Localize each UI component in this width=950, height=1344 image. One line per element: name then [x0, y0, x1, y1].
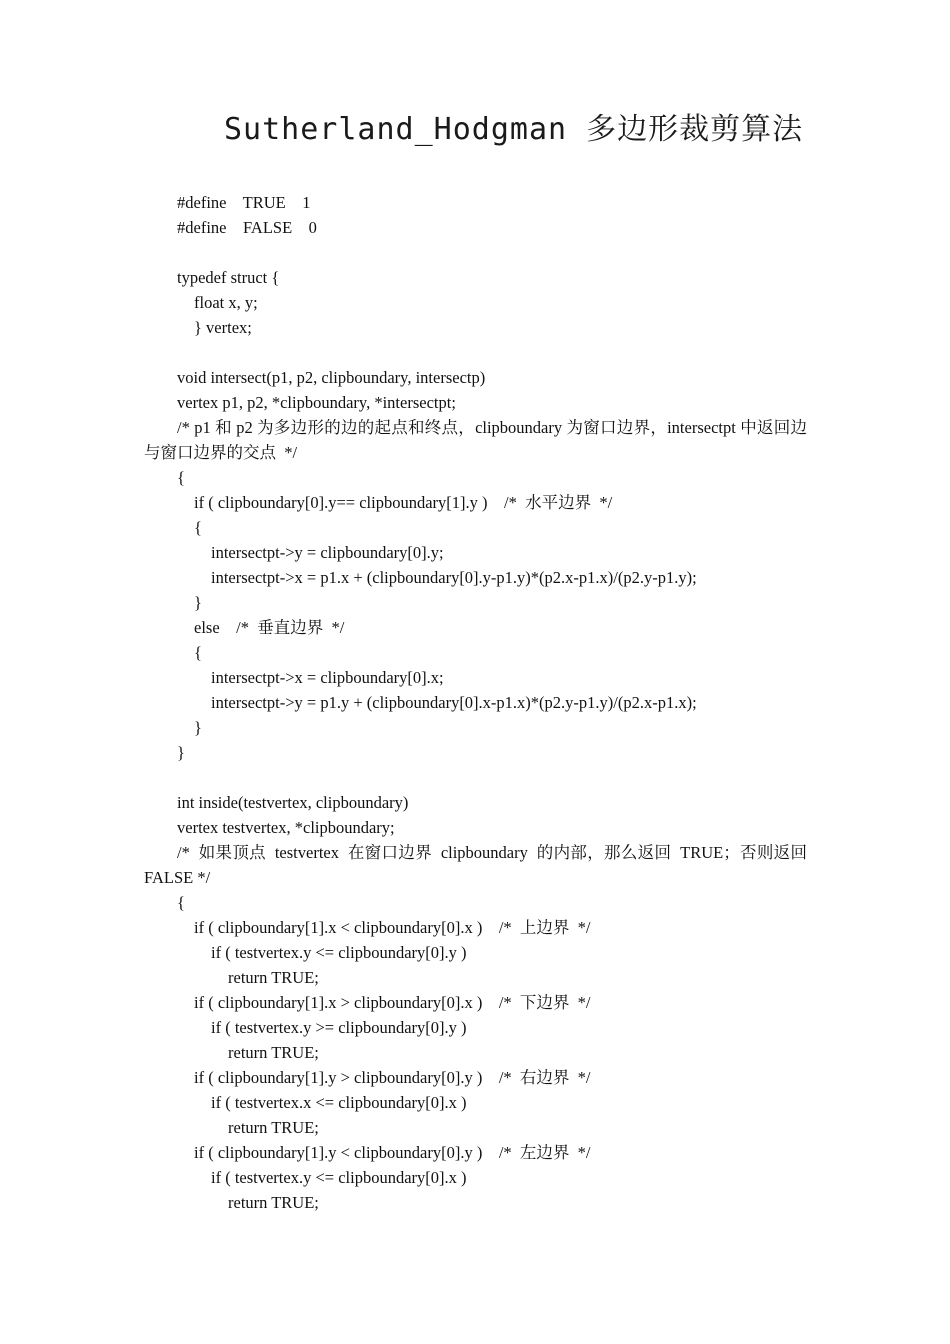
- code-line-struct-fields: float x, y;: [194, 293, 258, 312]
- code-line-return-true: return TRUE;: [228, 1043, 319, 1062]
- code-line-return-true: return TRUE;: [228, 968, 319, 987]
- code-comment-inside-1: /* 如果顶点 testvertex 在窗口边界 clipboundary 的内部，那么返回 TRUE；否则返回: [177, 843, 807, 862]
- code-line-if-top: if ( clipboundary[1].x < clipboundary[0].x ) /* 上边界 */: [194, 918, 591, 937]
- code-comment-intersect-1: /* p1 和 p2 为多边形的边的起点和终点，clipboundary 为窗口边界，intersectpt 中返回边: [177, 418, 807, 437]
- code-line-brace-close: }: [194, 718, 202, 737]
- code-line-if-left: if ( clipboundary[1].y < clipboundary[0].y ) /* 左边界 */: [194, 1143, 591, 1162]
- code-comment-inside-2: FALSE */: [144, 868, 211, 887]
- code-line-test-right: if ( testvertex.x <= clipboundary[0].x ): [211, 1093, 467, 1112]
- code-line-brace-open: {: [177, 893, 185, 912]
- code-line-else-vertical: else /* 垂直边界 */: [194, 618, 345, 637]
- code-line-assign-y: intersectpt->y = clipboundary[0].y;: [211, 543, 444, 562]
- code-line-inside-signature: int inside(testvertex, clipboundary): [177, 793, 409, 812]
- code-line-struct-end: } vertex;: [194, 318, 252, 337]
- code-line-inside-params: vertex testvertex, *clipboundary;: [177, 818, 395, 837]
- code-line-if-horizontal: if ( clipboundary[0].y== clipboundary[1].y ) /* 水平边界 */: [194, 493, 613, 512]
- code-line-return-true: return TRUE;: [228, 1118, 319, 1137]
- code-comment-intersect-2: 与窗口边界的交点 */: [144, 443, 298, 462]
- code-line-if-bottom: if ( clipboundary[1].x > clipboundary[0].x ) /* 下边界 */: [194, 993, 591, 1012]
- code-line-brace-close: }: [177, 743, 185, 762]
- code-line-compute-x: intersectpt->x = p1.x + (clipboundary[0].y-p1.y)*(p2.x-p1.x)/(p2.y-p1.y);: [211, 568, 697, 587]
- code-line-define-true: #define TRUE 1: [177, 193, 311, 212]
- document-title: Sutherland_Hodgman 多边形裁剪算法: [224, 112, 804, 147]
- code-line-brace-open: {: [194, 643, 202, 662]
- code-line-brace-open: {: [194, 518, 202, 537]
- code-line-define-false: #define FALSE 0: [177, 218, 317, 237]
- code-line-return-true: return TRUE;: [228, 1193, 319, 1212]
- code-line-test-left: if ( testvertex.y <= clipboundary[0].x ): [211, 1168, 467, 1187]
- code-line-test-top: if ( testvertex.y <= clipboundary[0].y ): [211, 943, 467, 962]
- code-line-brace-close: }: [194, 593, 202, 612]
- code-line-intersect-signature: void intersect(p1, p2, clipboundary, intersectp): [177, 368, 486, 387]
- code-line-typedef: typedef struct {: [177, 268, 280, 287]
- code-line-assign-x: intersectpt->x = clipboundary[0].x;: [211, 668, 444, 687]
- code-line-if-right: if ( clipboundary[1].y > clipboundary[0].y ) /* 右边界 */: [194, 1068, 591, 1087]
- code-line-compute-y: intersectpt->y = p1.y + (clipboundary[0].x-p1.x)*(p2.y-p1.y)/(p2.x-p1.x);: [211, 693, 697, 712]
- code-line-intersect-params: vertex p1, p2, *clipboundary, *intersectpt;: [177, 393, 456, 412]
- code-line-test-bottom: if ( testvertex.y >= clipboundary[0].y ): [211, 1018, 467, 1037]
- code-line-brace-open: {: [177, 468, 185, 487]
